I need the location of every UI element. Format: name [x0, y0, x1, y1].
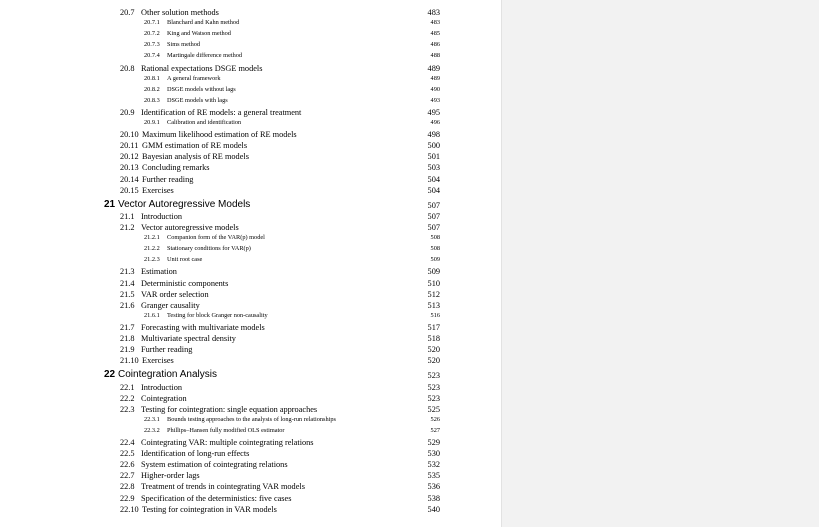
toc-entry-number: 20.8.3: [144, 96, 160, 104]
toc-entry-number: 21.2.1: [144, 234, 160, 242]
toc-entry-title: Identification of long-run effects: [141, 449, 250, 459]
toc-entry-page: 520: [427, 345, 440, 355]
toc-entry-number: 21.5: [120, 289, 135, 299]
toc-entry-number: 21.2.2: [144, 245, 160, 253]
toc-entry-number: 21.8: [120, 334, 135, 343]
toc-section[interactable]: [0, 9, 501, 20]
toc-subsection[interactable]: [0, 76, 501, 87]
toc-section[interactable]: [0, 131, 501, 142]
toc-entry-title: Rational expectations DSGE models: [141, 63, 263, 73]
toc-entry-number: 21.7: [120, 322, 135, 332]
toc-entry-page: 483: [427, 8, 440, 17]
toc-entry-title: DSGE models without lags: [167, 85, 236, 93]
toc-section[interactable]: [0, 483, 501, 494]
toc-entry-number: 21.2.3: [144, 256, 160, 264]
toc-entry-title: Maximum likelihood estimation of RE models: [142, 130, 297, 140]
toc-entry-number: 21.6: [120, 300, 135, 310]
toc-entry-page: 517: [427, 322, 440, 332]
toc-entry-page: 490: [430, 85, 440, 93]
toc-entry-number: 20.12: [120, 152, 139, 162]
toc-entry-number: 21.2: [120, 223, 135, 232]
toc-entry-page: 493: [430, 96, 440, 104]
toc-entry-page: 520: [427, 356, 440, 366]
toc-subsection[interactable]: [0, 31, 501, 42]
toc-entry-page: 508: [430, 245, 440, 253]
toc-entry-number: 20.8.1: [144, 74, 160, 82]
toc-entry-title: Other solution methods: [141, 8, 219, 17]
toc-entry-page: 527: [430, 426, 440, 434]
toc-entry-page: 540: [427, 504, 440, 514]
toc-entry-page: 509: [430, 256, 440, 264]
toc-section[interactable]: [0, 65, 501, 76]
toc-entry-page: 500: [427, 141, 440, 151]
toc-entry-page: 503: [427, 163, 440, 173]
toc-section[interactable]: [0, 384, 501, 395]
toc-section[interactable]: [0, 187, 501, 198]
toc-section[interactable]: [0, 142, 501, 153]
toc-entry-page: 536: [427, 482, 440, 492]
toc-entry-number: 22.8: [120, 482, 135, 492]
toc-entry-page: 523: [427, 382, 440, 392]
toc-section[interactable]: [0, 506, 501, 517]
toc-entry-number: 22.3: [120, 404, 135, 414]
toc-entry-title: Testing for cointegration in VAR models: [142, 504, 277, 514]
toc-entry-number: 20.7.3: [144, 41, 160, 49]
toc-section[interactable]: [0, 280, 501, 291]
toc-entry-title: Further reading: [142, 174, 194, 184]
toc-section[interactable]: [0, 109, 501, 120]
toc-entry-number: 22.5: [120, 449, 135, 459]
toc-entry-title: Vector Autoregressive Models: [118, 198, 251, 210]
toc-entry-number: 20.11: [120, 141, 139, 151]
toc-subsection[interactable]: [0, 257, 501, 268]
toc-entry-number: 22.6: [120, 460, 135, 470]
toc-entry-title: Introduction: [141, 211, 183, 221]
toc-entry-number: 20.15: [120, 185, 139, 195]
toc-entry-title: System estimation of cointegrating relations: [141, 460, 288, 470]
toc-entry-page: 529: [427, 438, 440, 447]
toc-entry-title: Stationary conditions for VAR(p): [167, 245, 251, 253]
toc-entry-title: Testing for cointegration: single equation approaches: [141, 404, 318, 414]
toc-entry-title: Exercises: [142, 356, 174, 366]
toc-entry-number: 22.1: [120, 382, 135, 392]
toc-entry-page: 518: [427, 334, 440, 343]
toc-entry-title: Exercises: [142, 185, 174, 195]
toc-entry-title: Estimation: [141, 267, 177, 277]
toc-entry-page: 523: [427, 393, 440, 403]
toc-entry-title: Calibration and identification: [167, 119, 242, 126]
toc-entry-page: 532: [427, 460, 440, 470]
toc-entry-title: Martingale difference method: [167, 52, 243, 60]
toc-subsection[interactable]: [0, 246, 501, 257]
toc-entry-number: 22.7: [120, 471, 135, 481]
toc-entry-title: Deterministic components: [141, 278, 229, 288]
viewer-background: [501, 0, 819, 527]
toc-entry-page: 525: [427, 404, 440, 414]
toc-entry-number: 20.9.1: [144, 119, 160, 126]
toc-entry-number: 21.6.1: [144, 311, 160, 319]
toc-entry-title: Blanchard and Kahn method: [167, 19, 240, 27]
toc-section[interactable]: [0, 395, 501, 406]
toc-entry-page: 489: [430, 74, 440, 82]
toc-entry-number: 20.7.1: [144, 19, 160, 27]
toc-entry-title: Further reading: [141, 345, 193, 355]
toc-entry-title: Multivariate spectral density: [141, 334, 236, 343]
toc-entry-title: Introduction: [141, 382, 183, 392]
toc-entry-title: DSGE models with lags: [167, 96, 228, 104]
toc-entry-number: 21: [104, 198, 116, 210]
toc-section[interactable]: [0, 495, 501, 506]
toc-entry-number: 22: [104, 369, 116, 381]
toc-entry-page: 507: [427, 200, 440, 210]
toc-entry-page: 509: [427, 267, 440, 277]
toc-entry-title: Treatment of trends in cointegrating VAR models: [141, 482, 305, 492]
toc-entry-title: Bounds testing approaches to the analysis of long-run relationships: [167, 415, 336, 423]
toc-section[interactable]: [0, 461, 501, 472]
toc-entry-number: 20.10: [120, 130, 139, 140]
toc-subsection[interactable]: [0, 53, 501, 64]
toc-entry-page: 504: [427, 185, 440, 195]
toc-entry-page: 516: [430, 311, 440, 319]
toc-entry-page: 530: [427, 449, 440, 459]
toc-entry-number: 22.10: [120, 504, 139, 514]
toc-section[interactable]: [0, 176, 501, 187]
toc-entry-title: Forecasting with multivariate models: [141, 322, 265, 332]
toc-entry-title: Granger causality: [141, 300, 200, 310]
toc-entry-page: 526: [430, 415, 440, 423]
toc-entry-page: 507: [427, 211, 440, 221]
toc-entry-page: 507: [427, 223, 440, 232]
toc-section[interactable]: [0, 164, 501, 175]
toc-entry-number: 20.14: [120, 174, 139, 184]
toc-entry-page: 489: [427, 63, 440, 73]
toc-entry-number: 22.2: [120, 393, 135, 403]
toc-entry-number: 20.8: [120, 63, 135, 73]
toc-section[interactable]: [0, 357, 501, 368]
toc-entry-page: 498: [427, 130, 440, 140]
toc-subsection[interactable]: [0, 20, 501, 31]
toc-entry-number: 22.3.1: [144, 415, 160, 423]
toc-entry-number: 20.7: [120, 8, 135, 17]
toc-entry-title: Cointegration Analysis: [118, 369, 217, 381]
toc-entry-page: 535: [427, 471, 440, 481]
toc-section[interactable]: [0, 213, 501, 224]
toc-section[interactable]: [0, 153, 501, 164]
toc-entry-page: 486: [430, 41, 440, 49]
toc-entry-title: Cointegration: [141, 393, 187, 403]
toc-section[interactable]: [0, 291, 501, 302]
toc-entry-number: 20.7.4: [144, 52, 160, 60]
toc-entry-number: 22.3.2: [144, 426, 160, 434]
toc-section[interactable]: [0, 335, 501, 346]
toc-entry-title: Identification of RE models: a general treatment: [141, 107, 302, 117]
toc-section[interactable]: [0, 324, 501, 335]
toc-entry-page: 513: [427, 300, 440, 310]
toc-section[interactable]: [0, 439, 501, 450]
toc-entry-title: King and Watson method: [167, 30, 231, 38]
toc-entry-number: 22.4: [120, 438, 135, 447]
toc-entry-title: Specification of the deterministics: five cases: [141, 493, 292, 503]
toc-entry-page: 483: [430, 19, 440, 27]
toc-entry-number: 21.3: [120, 267, 135, 277]
toc-entry-number: 21.10: [120, 356, 139, 366]
toc-entry-page: 508: [430, 234, 440, 242]
toc-entry-page: 488: [430, 52, 440, 60]
toc-entry-page: 538: [427, 493, 440, 503]
toc-entry-number: 21.4: [120, 278, 135, 288]
toc-entry-title: Concluding remarks: [142, 163, 210, 173]
toc-entry-number: 21.9: [120, 345, 135, 355]
toc-entry-page: 510: [427, 278, 440, 288]
toc-entry-title: Companion form of the VAR(p) model: [167, 234, 265, 242]
toc-entry-page: 496: [430, 119, 440, 126]
toc-entry-title: Vector autoregressive models: [141, 223, 239, 232]
toc-entry-title: Higher-order lags: [141, 471, 200, 481]
toc-entry-title: VAR order selection: [141, 289, 209, 299]
toc-entry-number: 20.8.2: [144, 85, 160, 93]
toc-entry-page: 485: [430, 30, 440, 38]
toc-entry-title: Cointegrating VAR: multiple cointegrating relations: [141, 438, 314, 447]
toc-section[interactable]: [0, 346, 501, 357]
toc-entry-title: Sims method: [167, 41, 201, 49]
toc-entry-title: Phillips–Hansen fully modified OLS estimator: [167, 426, 285, 434]
toc-entry-number: 22.9: [120, 493, 135, 503]
toc-section[interactable]: [0, 268, 501, 279]
toc-entry-page: 501: [427, 152, 440, 162]
toc-entry-page: 512: [427, 289, 440, 299]
toc-entry-title: Testing for block Granger non-causality: [167, 311, 268, 319]
toc-entry-page: 523: [427, 371, 440, 381]
toc-entry-number: 20.13: [120, 163, 139, 173]
toc-entry-title: Bayesian analysis of RE models: [142, 152, 249, 162]
toc-subsection[interactable]: [0, 87, 501, 98]
toc-entry-title: Unit root case: [167, 256, 203, 264]
toc-entry-page: 504: [427, 174, 440, 184]
toc-subsection[interactable]: [0, 42, 501, 53]
toc-entry-title: A general framework: [167, 74, 221, 82]
toc-entry-number: 20.9: [120, 107, 135, 117]
toc-entry-page: 495: [427, 107, 440, 117]
toc-entry-number: 20.7.2: [144, 30, 160, 38]
toc-entry-number: 21.1: [120, 211, 135, 221]
toc-entry-title: GMM estimation of RE models: [142, 141, 248, 151]
